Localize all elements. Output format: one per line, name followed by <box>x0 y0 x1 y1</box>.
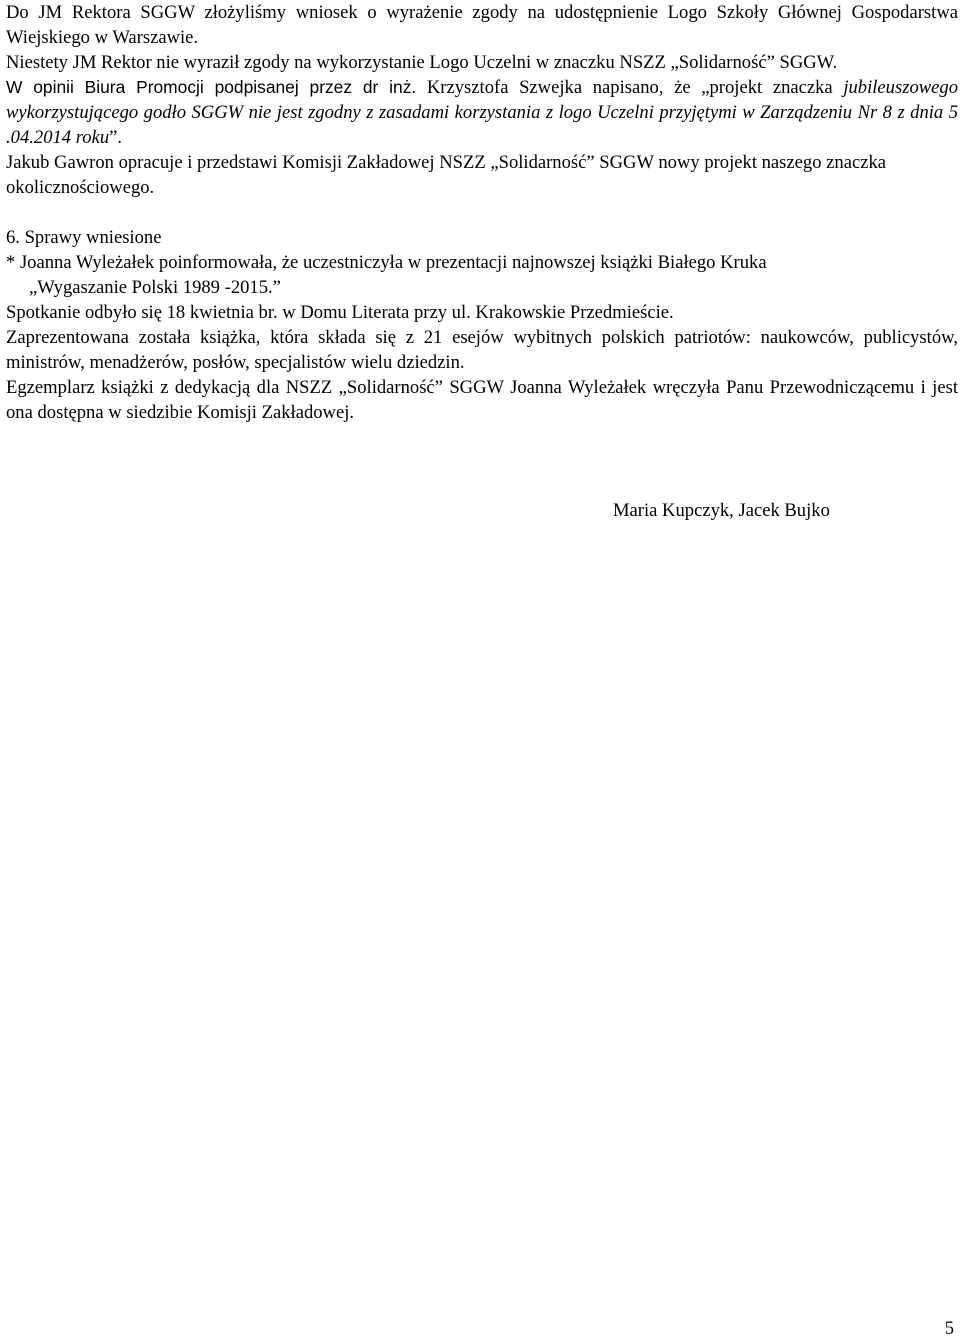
paragraph-new-badge-project: Jakub Gawron opracuje i przedstawi Komisji Zakładowej NSZZ „Solidarność” SGGW nowy projekt naszego znaczka okolicznościowego. <box>6 152 887 198</box>
paragraph-book-description: Zaprezentowana została książka, która składa się z 21 esejów wybitnych polskich patriotów: naukowców, publicystów, ministrów, menadżerów, posłów, specjalistów wielu dziedzin. <box>6 327 958 373</box>
page-number: 5 <box>944 1318 954 1339</box>
paragraph-promotion-opinion <box>6 75 958 150</box>
opinion-text: Krzysztofa Szwejka napisano, że „projekt znaczka <box>416 77 844 98</box>
opinion-quote: jubileuszowego wykorzystującego godło SGGW nie jest zgodny z zasadami korzystania z logo Uczelni przyjętymi w Zarządzeniu Nr 8 z dnia 5 .04.2014 roku <box>6 77 958 148</box>
section-6-item-1-book-title: „Wygaszanie Polski 1989 -2015.” <box>29 277 281 298</box>
paragraph-logo-request: Do JM Rektora SGGW złożyliśmy wniosek o wyrażenie zgody na udostępnienie Logo Szkoły Głównej Gospodarstwa Wiejskiego w Warszawie. <box>6 2 958 48</box>
section-spacer <box>6 200 958 225</box>
document-body <box>6 0 958 425</box>
paragraph-rector-refusal: Niestety JM Rektor nie wyraził zgody na wykorzystanie Logo Uczelni w znaczku NSZZ „Solidarność” SGGW. <box>6 52 838 73</box>
opinion-intro: W opinii Biura Promocji podpisanej przez dr inż. <box>6 77 417 97</box>
section-6-heading: 6. Sprawy wniesione <box>6 227 162 248</box>
paragraph-book-copy: Egzemplarz książki z dedykacją dla NSZZ „Solidarność” SGGW Joanna Wyleżałek wręczyła Panu Przewodniczącemu i jest ona dostępna w siedzibie Komisji Zakładowej. <box>6 377 958 423</box>
paragraph-meeting-info: Spotkanie odbyło się 18 kwietnia br. w Domu Literata przy ul. Krakowskie Przedmieście. <box>6 302 674 323</box>
opinion-quote-end: ”. <box>109 127 123 148</box>
signature: Maria Kupczyk, Jacek Bujko <box>613 500 830 521</box>
section-6-item-1: * Joanna Wyleżałek poinformowała, że uczestniczyła w prezentacji najnowszej książki Białego Kruka <box>6 252 767 273</box>
